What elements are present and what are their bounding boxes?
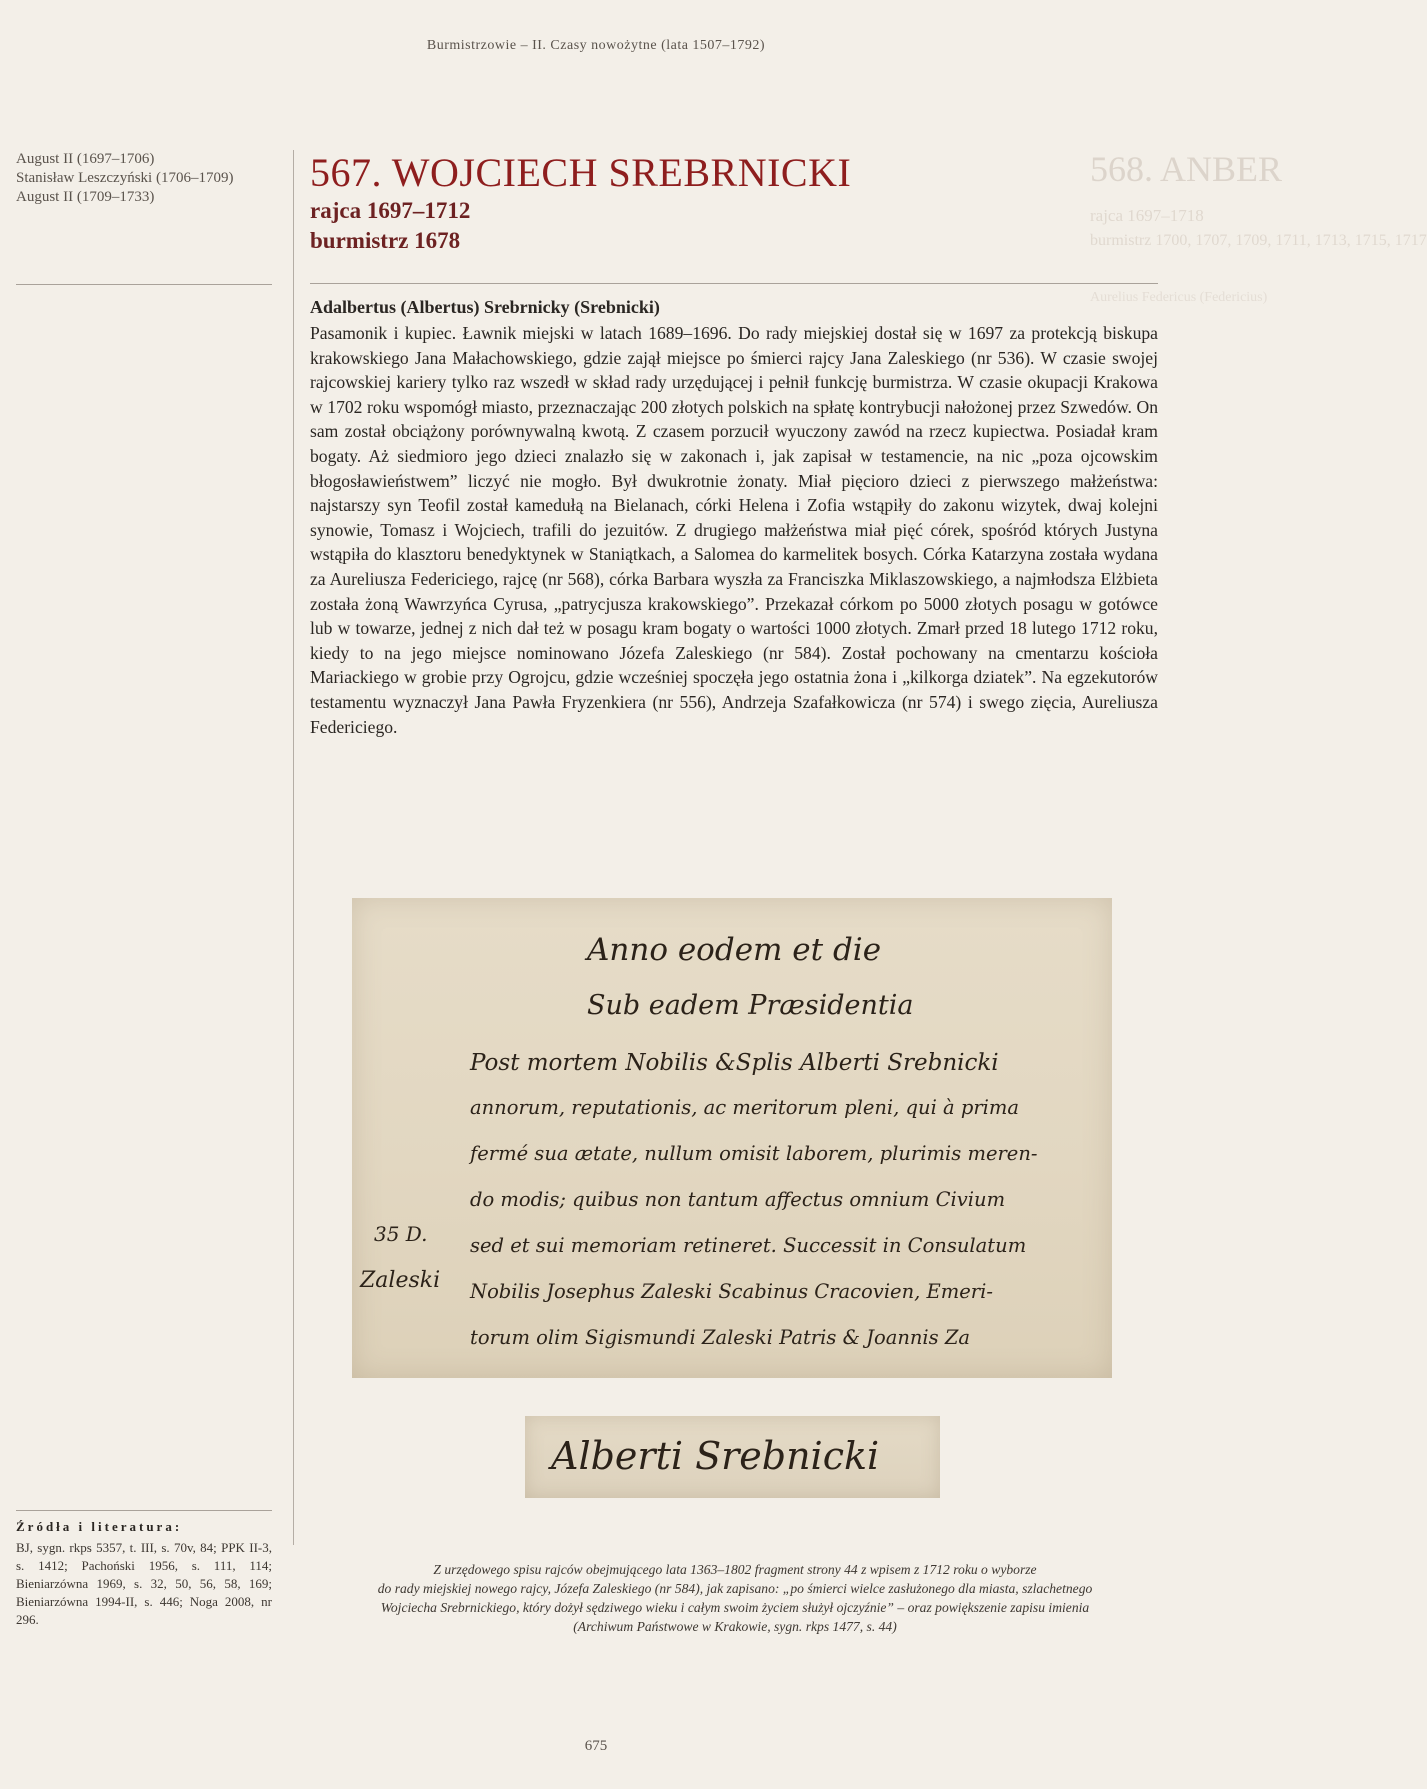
page-number: 675: [584, 1738, 608, 1754]
manuscript-line: do modis; quibus non tantum affectus omnium Civium: [470, 1188, 1006, 1211]
manuscript-line: annorum, reputationis, ac meritorum pleni, qui à prima: [470, 1096, 1020, 1119]
sources-heading: Źródła i literatura:: [16, 1519, 183, 1534]
manuscript-line: Post mortem Nobilis &Splis Alberti Srebnicki: [470, 1050, 999, 1076]
reign-list: [16, 150, 272, 207]
caption-line: Wojciecha Srebrnickiego, który dożył sędziwego wieku i całym swoim życiem służył ojczyźnie” – oraz powiększenie zapisu imienia: [380, 1600, 1090, 1615]
biography-text: Pasamonik i kupiec. Ławnik miejski w latach 1689–1696. Do rady miejskiej dostał się w 1697 za protekcją biskupa krakowskiego Jana Małachowskiego, gdzie zajął miejsce po śmierci rajcy Jana Zaleskiego (nr 536). W czasie swojej rajcowskiej kariery tylko raz wszedł w skład rady urzędującej i pełnił funkcję burmistrza. W czasie okupacji Krakowa w 1702 roku wspomógł miasto, przeznaczając 200 złotych polskich na spłatę kontrybucji nałożonej przez Szwedów. On sam został obciążony porównywalną kwotą. Z czasem porzucił wyuczony zawód na rzecz kupiectwa. Posiadał kram bogaty. Aż siedmioro jego dzieci znalazło się w zakonach i, jak zapisał w testamencie, na nic „poza ojcowskim błogosławieństwem” liczyć nie mogło. Był dwukrotnie żonaty. Miał pięcioro dzieci z pierwszego małżeństwa: najstarszy syn Teofil został kamedułą na Bielanach, córki Helena i Zofia wstąpiły do zakonu wizytek, dwaj kolejni synowie, Tomasz i Wojciech, trafili do jezuitów. Z drugiego małżeństwa miał pięć córek, spośród których Justyna wstąpiła do klasztoru benedyktynek w Staniątkach, a Salomea do karmelitek bosych. Córka Katarzyna została wydana za Aureliusza Federiciego, rajcę (nr 568), córka Barbara wyszła za Franciszka Miklaszowskiego, a najmłodsza Elżbieta została żoną Wawrzyńca Cyrusa, „patrycjusza krakowskiego”. Przekazał córkom po 5000 złotych posagu w gotówce lub w towarze, jednej z nich dał też w posagu kram bogaty o wartości 1000 złotych. Zmarł przed 18 lutego 1712 roku, kiedy to na jego miejsce nominowano Józefa Zaleskiego (nr 584). Został pochowany na cmentarzu kościoła Mariackiego w grobie przy Ogrojcu, gdzie wcześniej spoczęła jego ostatnia żona i „kilkorga dziatek”. Na egzekutorów testamentu wyznaczył Jana Pawła Fryzenkiera (nr 556), Andrzeja Szafałkowicza (nr 574) i swego zięcia, Aureliusza Federiciego.: [310, 323, 1158, 737]
signature-enlargement: [525, 1416, 940, 1498]
manuscript-line: Nobilis Josephus Zaleski Scabinus Cracovien, Emeri-: [470, 1280, 993, 1303]
header-divider: [310, 283, 1158, 284]
sources-text: BJ, sygn. rkps 5357, t. III, s. 70v, 84; PPK II-3, s. 1412; Pachoński 1956, s. 111, 114; Bieniarzówna 1969, s. 32, 50, 56, 58, 169; Bieniarzówna 1994-II, s. 446; Noga 2008, nr 296.: [16, 1540, 272, 1627]
manuscript-photo: [352, 898, 1112, 1378]
ghost-line: rajca 1697–1718: [1090, 206, 1204, 225]
column-divider: [293, 150, 294, 1545]
running-head: Burmistrzowie – II. Czasy nowożytne (lata 1507–1792): [426, 38, 766, 53]
sources-block: [16, 1510, 272, 1629]
caption-line: Z urzędowego spisu rajców obejmującego lata 1363–1802 fragment strony 44 z wpisem z 1712 roku o wyborze: [433, 1562, 1037, 1577]
ghost-line: Aurelius Federicus (Federicius): [1090, 290, 1268, 305]
reign-item: August II (1697–1706): [16, 151, 155, 167]
caption-line: do rady miejskiej nowego rajcy, Józefa Zaleskiego (nr 584), jak zapisano: „po śmierci wielce zasłużonego dla miasta, szlachetnego: [377, 1581, 1093, 1596]
signature-text: Alberti Srebnicki: [551, 1434, 880, 1478]
reign-item: August II (1709–1733): [16, 189, 155, 205]
office-councillor: rajca 1697–1712: [310, 198, 471, 223]
manuscript-margin-note: Zaleski: [360, 1268, 441, 1293]
ghost-line: burmistrz 1700, 1707, 1709, 1711, 1713, 1715, 1717: [1090, 232, 1427, 249]
figure-caption: [310, 1560, 1160, 1636]
entry-title: 567. WOJCIECH SREBRNICKI: [310, 150, 852, 195]
manuscript-line: Sub eadem Præsidentia: [587, 990, 914, 1021]
manuscript-line: fermé sua ætate, nullum omisit laborem, plurimis meren-: [470, 1142, 1038, 1165]
left-divider: [16, 284, 272, 285]
manuscript-line: sed et sui memoriam retineret. Successit in Consulatum: [470, 1234, 1027, 1257]
manuscript-line: torum olim Sigismundi Zaleski Patris & Joannis Za: [470, 1326, 971, 1349]
office-mayor: burmistrz 1678: [310, 228, 461, 253]
entry-header: [310, 150, 1160, 256]
entry-body: [310, 297, 1158, 739]
caption-line: (Archiwum Państwowe w Krakowie, sygn. rkps 1477, s. 44): [573, 1619, 897, 1634]
manuscript-line: Anno eodem et die: [587, 932, 882, 968]
ghost-title: 568. ANBER: [1090, 149, 1283, 189]
manuscript-margin-note: 35 D.: [374, 1222, 428, 1246]
reign-item: Stanisław Leszczyński (1706–1709): [16, 170, 234, 186]
latin-name: Adalbertus (Albertus) Srebrnicky (Srebnicki): [310, 297, 660, 317]
